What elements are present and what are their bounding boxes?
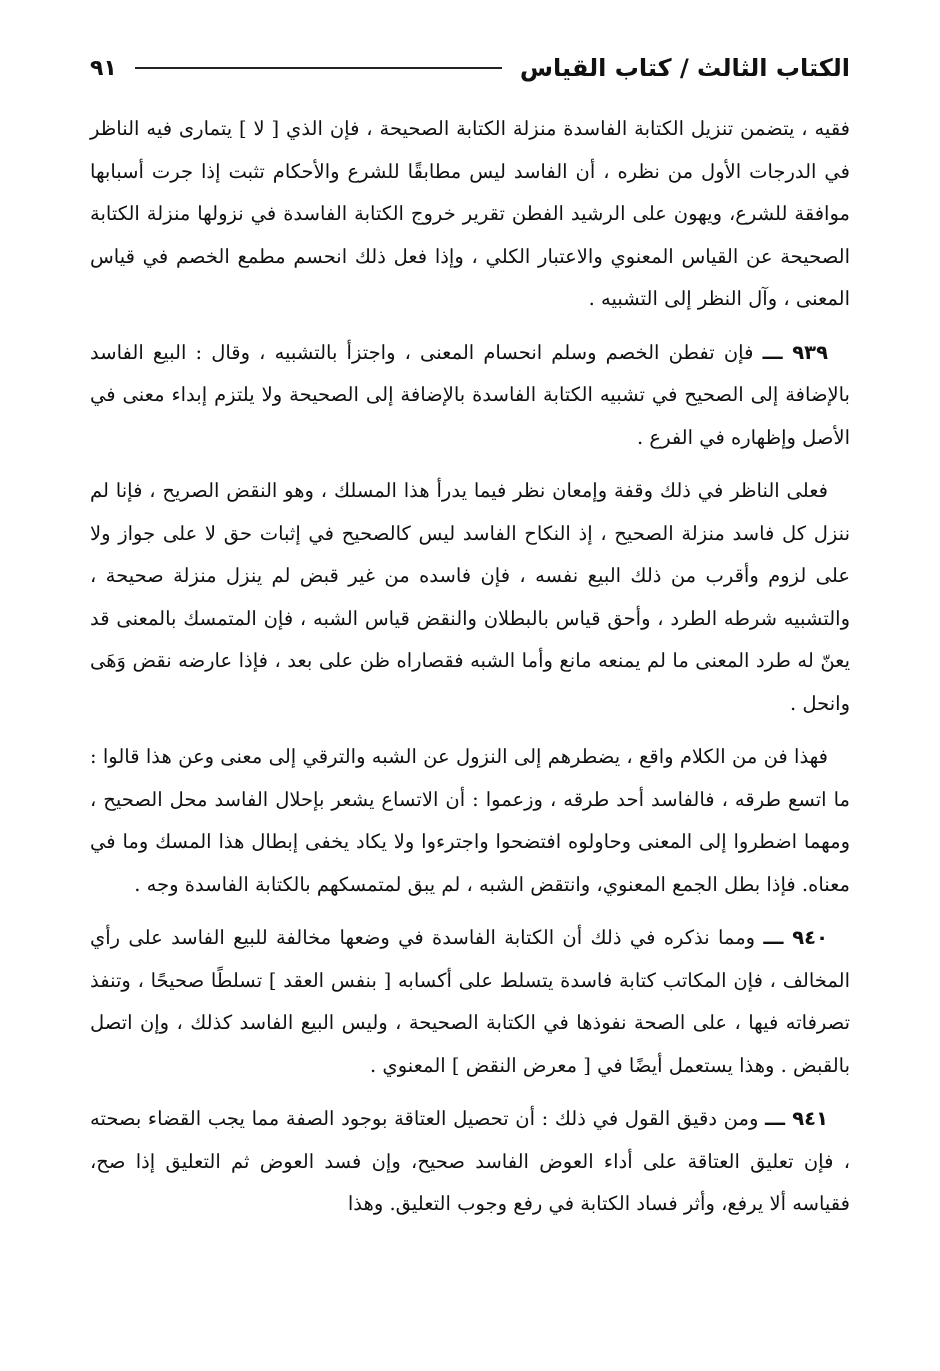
paragraph-text: فهذا فن من الكلام واقع ، يضطرهم إلى النزول عن الشبه والترقي إلى معنى وعن هذا قالوا : ما اتسع طرقه ، فالفاسد أحد طرقه ، وزعموا : أن الاتساع يشعر بإحلال الفاسد محل الصحيح ، ومهما اضطروا إلى المعنى وحاولوه افتضحوا واجترءوا ولا يكاد يخفى إبطال هذا المسك وما في معناه. فإذا بطل الجمع المعنوي، وانتقض الشبه ، لم يبق لمتمسكهم بالكتابة الفاسدة وجه . xyxy=(90,745,850,896)
paragraph-number: ٩٣٩ ـــ xyxy=(762,340,828,364)
paragraph xyxy=(90,470,850,725)
page-body xyxy=(90,108,850,1226)
numbered-paragraph xyxy=(90,332,850,460)
paragraph-number: ٩٤٠ ـــ xyxy=(763,926,828,949)
paragraph-text: ومما نذكره في ذلك أن الكتابة الفاسدة في وضعها مخالفة للبيع الفاسد على رأي المخالف ، فإن المكاتب كتابة فاسدة يتسلط على أكسابه [ بنفس العقد ] تسلطًا صحيحًا ، وتنفذ تصرفاته فيها ، على الصحة نفوذها في الكتابة الصحيحة ، وليس البيع الفاسد كذلك ، وإن اتصل بالقبض . وهذا يستعمل أيضًا في [ معرض النقض ] المعنوي . xyxy=(90,926,850,1077)
paragraph-text: فإن تفطن الخصم وسلم انحسام المعنى ، واجتزأ بالتشبيه ، وقال : البيع الفاسد بالإضافة إلى الصحيح في تشبيه الكتابة الفاسدة بالإضافة إلى الصحيحة ولا يلتزم إبداء معنى في الأصل وإظهاره في الفرع . xyxy=(90,340,850,449)
page-number: ٩١ xyxy=(90,55,117,81)
chapter-title: الكتاب الثالث / كتاب القياس xyxy=(519,54,850,82)
running-header xyxy=(90,40,850,96)
paragraph-text: فعلى الناظر في ذلك وقفة وإمعان نظر فيما يدرأ هذا المسلك ، وهو النقض الصريح ، فإنا لم ننزل كل فاسد منزلة الصحيح ، إذ النكاح الفاسد ليس كالصحيح في إثبات حق لا على جواز ولا على لزوم وأقرب من ذلك البيع نفسه ، فإن فاسده من غير قبض لم ينزل منزلة صحيحة ، والتشبيه شرطه الطرد ، وأحق قياس بالبطلان والنقض قياس الشبه ، فإن المتمسك بالمعنى قد يعنّ له طرد المعنى ما لم يمنعه مانع وأما الشبه فقصاراه ظن على بعد ، فإذا عارضه نقض وَهَى وانحل . xyxy=(90,479,850,715)
paragraph-text: فقيه ، يتضمن تنزيل الكتابة الفاسدة منزلة الكتابة الصحيحة ، فإن الذي [ لا ] يتمارى فيه الناظر في الدرجات الأول من نظره ، أن الفاسد ليس مطابقًا للشرع والأحكام تثبت إذا جرت أسبابها موافقة للشرع، ويهون على الرشيد الفطن تقرير خروج الكتابة الفاسدة في نزولها منزلة الكتابة الصحيحة عن القياس المعنوي والاعتبار الكلي ، وإذا فعل ذلك انحسم مطمع الخصم في قياس المعنى ، وآل النظر إلى التشبيه . xyxy=(90,117,850,310)
paragraph xyxy=(90,108,850,321)
book-page xyxy=(90,40,850,1340)
header-rule xyxy=(135,67,502,69)
paragraph-text: ومن دقيق القول في ذلك : أن تحصيل العتاقة بوجود الصفة مما يجب القضاء بصحته ، فإن تعليق العتاقة على أداء العوض الفاسد صحيح، وإن فسد العوض ثم التعليق إذا صح، فقياسه ألا يرفع، وأثر فساد الكتابة في رفع وجوب التعليق. وهذا xyxy=(90,1107,850,1215)
paragraph xyxy=(90,736,850,906)
numbered-paragraph xyxy=(90,917,850,1087)
paragraph-number: ٩٤١ ـــ xyxy=(765,1107,828,1130)
numbered-paragraph xyxy=(90,1098,850,1226)
